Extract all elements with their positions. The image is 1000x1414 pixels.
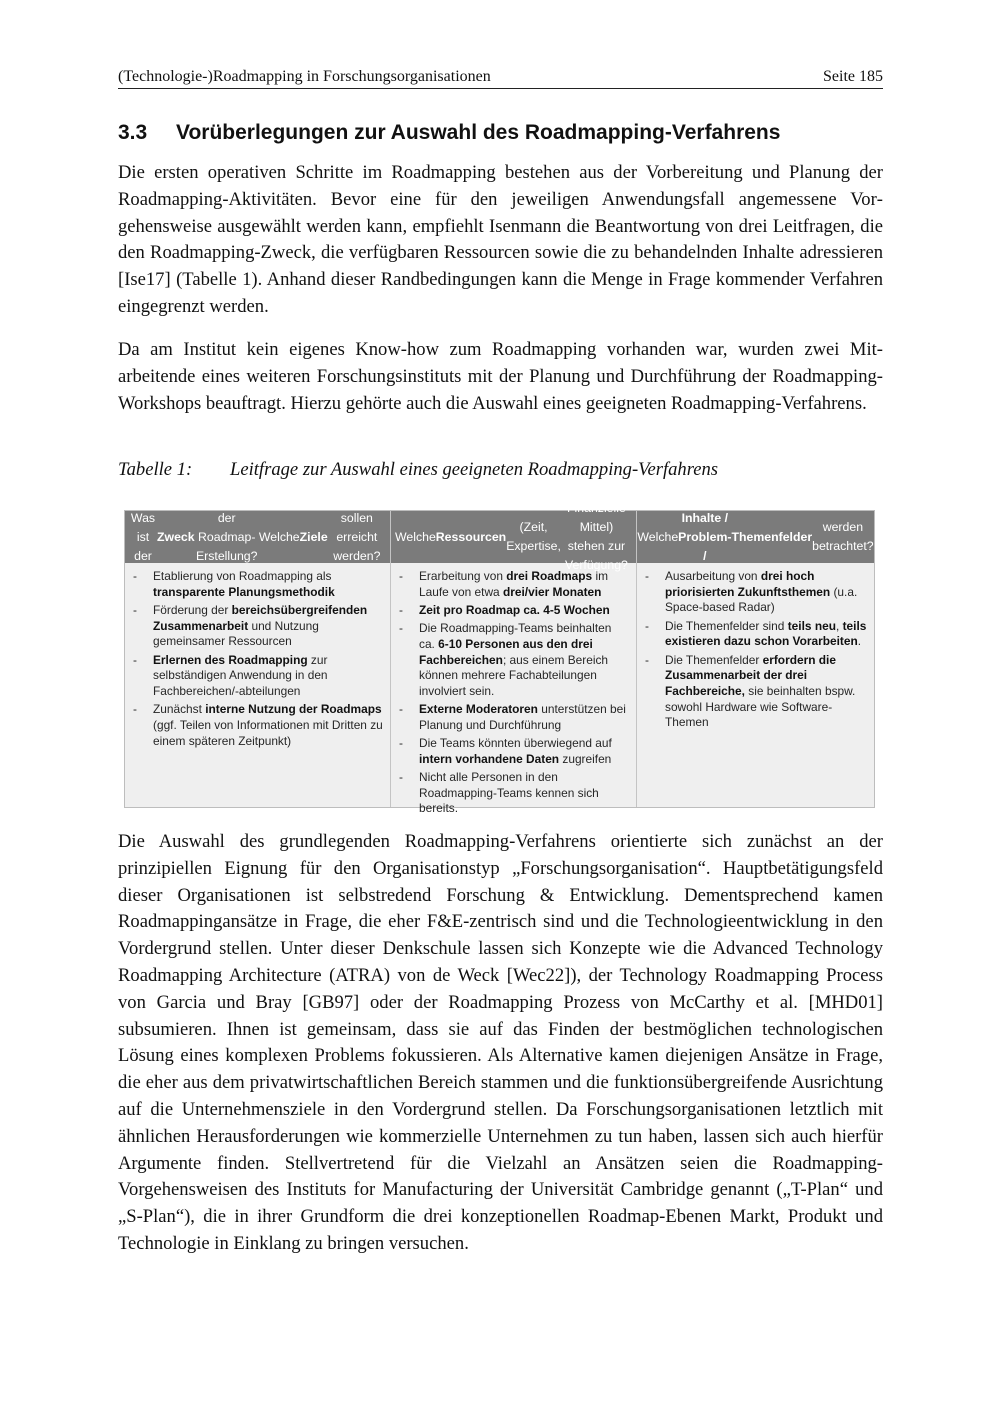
dash-bullet-icon: -: [399, 769, 403, 784]
paragraph-intro: Die ersten operativen Schritte im Roadmapping bestehen aus der Vorbereitung und Planung der Roadmapping-Aktivitäten. Bevor eine für den jeweiligen Anwendungsfall angemessene Vorgehensweise ausgewählt werden kann, empfiehlt Isenmann die Beantwortung von drei Leitfragen, die den Roadmapping-Zweck, die verfügbaren Ressourcen sowie die zu behandelnden Inhalte adressieren [Ise17] (Tabelle 1). Anhand dieser Randbedingungen kann die Menge in Frage kommender Verfahren eingegrenzt werden.: [118, 162, 883, 317]
table-list-item: - Etablierung von Roadmapping als transparente Planungsmethodik: [133, 569, 335, 599]
bold-text: Ziele: [299, 529, 328, 544]
bold-text: 6-10 Personen aus den drei Fachbereichen: [419, 636, 593, 667]
table-list-item: - Nicht alle Personen in den Roadmapping-Teams kennen sich bereits.: [399, 769, 599, 816]
bold-text: Ressourcen: [435, 529, 507, 544]
dash-bullet-icon: -: [645, 652, 649, 667]
bold-text: drei hoch priorisierten Zukunftsthemen: [665, 569, 831, 599]
table-list-item: - Förderung der bereichsübergreifenden Zusammenarbeit und Nutzung gemeinsamer Ressourcen: [133, 602, 368, 649]
dash-bullet-icon: -: [645, 618, 649, 633]
table-column-purpose: [125, 511, 391, 807]
bold-text: Themenfelder: [731, 529, 813, 544]
table-caption-text: Leitfrage zur Auswahl eines geeigneten Roadmapping-Verfahrens: [230, 459, 719, 480]
dash-bullet-icon: -: [399, 702, 403, 717]
bold-text: bereichsübergreifenden Zusammenarbeit: [153, 602, 368, 633]
dash-bullet-icon: -: [645, 569, 649, 583]
running-header: [118, 66, 883, 89]
table-cell-list: [637, 569, 874, 734]
table-list-item: - Die Teams könnten überwiegend auf intern vorhandene Daten zugreifen: [399, 736, 612, 766]
table-list-item: - Erarbeitung von drei Roadmaps im Laufe von etwa drei/vier Monaten: [399, 569, 609, 599]
dash-bullet-icon: -: [399, 569, 403, 583]
running-title: (Technologie-)Roadmapping in Forschungsorganisationen: [118, 68, 491, 85]
table-list-item: - Die Themenfelder sind teils neu, teils existieren dazu schon Vorarbeiten.: [645, 618, 867, 649]
table-list-item: - Erlernen des Roadmapping zur selbständigen Anwendung in den Fachbereichen/-abteilungen: [133, 652, 328, 698]
bold-text: Zweck: [157, 529, 195, 544]
bold-text: Zeit pro Roadmap ca. 4-5 Wochen: [419, 602, 610, 617]
table-column-resources: [391, 501, 637, 816]
table-cell-list: [125, 569, 390, 752]
bold-text: intern vorhandene Daten: [419, 751, 560, 766]
table-header-cell: Welche Inhalte / Problem- / Themenfelder werden betrachtet?: [637, 511, 874, 563]
bold-text: interne Nutzung der Roadmaps: [205, 702, 382, 717]
section-heading: [118, 118, 780, 148]
bold-text: Erlernen des Roadmapping: [153, 652, 308, 667]
table-list-item: - Die Roadmapping-Teams beinhalten ca. 6-10 Personen aus den drei Fachbereichen; aus einem Bereich können mehrere Fachabteilungen involviert sein.: [399, 621, 612, 698]
dash-bullet-icon: -: [133, 652, 137, 667]
page-number: Seite 185: [823, 68, 883, 85]
table-caption-label: Tabelle 1:: [118, 459, 193, 480]
section-number: 3.3: [118, 121, 148, 144]
bold-text: Externe Moderatoren: [419, 702, 538, 717]
bold-text: drei Roadmaps: [506, 569, 593, 583]
table-list-item: - Externe Moderatoren unterstützen bei Planung und Durchführung: [399, 702, 626, 732]
table-header-cell: Welche Ressourcen (Zeit, Expertise, Finanzielle Mittel) stehen zur Verfügung?: [395, 501, 628, 572]
bold-text: teils neu: [787, 618, 836, 633]
dash-bullet-icon: -: [133, 602, 137, 617]
guiding-questions-table: [124, 501, 875, 816]
bold-text: Inhalte / Problem- /: [678, 510, 732, 563]
dash-bullet-icon: -: [133, 702, 137, 717]
paragraph-selection: Die Auswahl des grundlegenden Roadmapping-Verfahrens orientierte sich zunächst an der prinzipiellen Eignung für den Organisationstyp „Forschungsorganisation“. Hauptbetätigungsfeld dieser Organisationen ist selbstredend Forschung & Entwicklung. Dementsprechend kamen Roadmappingansätze in Frage, die eher F&E-zentrisch sind und die Technologieentwicklung in den Vordergrund stellen. Unter dieser Denkschule lassen sich Konzepte wie die Advanced Technology Roadmapping Architecture (ATRA) von de Weck [Wec22]), der Technology Roadmapping Process von Garcia und Bray [GB97] oder der Roadmapping Prozess von McCarthy et al. [MHD01] subsumieren. Ihnen ist gemeinsam, dass sie auf das Finden der bestmöglichen technologischen Lösung eines komplexen Problems fokussieren. Als Alternative kamen diejenigen Ansätze in Frage, die eher aus dem privatwirtschaftlichen Bereich stammen und die funktionsübergreifende Ausrichtung auf die Unternehmensziele in den Vordergrund stellen. Da Forschungsorganisationen letztlich mit ähnlichen Herausforderungen wie kommerzielle Unternehmen zu tun haben, lassen sich auch hierfür Argumente finden. Stellvertretend für die Vielzahl an Ansätzen seien die Roadmapping-Vorgehensweisen des Instituts for Manufacturing der Universität Cambridge genannt („T-Plan“ und „S-Plan“), die in ihrer Grundform die drei konzeptionellen Roadmap-Ebenen Markt, Produkt und Technologie in Einklang zu bringen versuchen.: [118, 831, 883, 1254]
bold-text: transparente Planungsmethodik: [153, 584, 335, 599]
section-title: Vorüberlegungen zur Auswahl des Roadmapping-Verfahrens: [176, 121, 781, 144]
table-list-item: [397, 603, 630, 619]
table-cell-list: [391, 569, 636, 820]
table-column-topics: [637, 511, 874, 807]
table-list-item: - Zunächst interne Nutzung der Roadmaps (ggf. Teilen von Informationen mit Dritten zu einem späteren Zeitpunkt): [133, 702, 383, 748]
dash-bullet-icon: -: [399, 602, 403, 617]
table-header-cell: Was ist der Zweck der Roadmap-Erstellung? Welche Ziele sollen erreicht werden?: [130, 510, 381, 563]
bold-text: drei/vier Monaten: [502, 584, 602, 599]
dash-bullet-icon: -: [399, 621, 403, 636]
dash-bullet-icon: -: [133, 569, 137, 583]
table-caption: [118, 457, 718, 483]
table-list-item: - Die Themenfelder erfordern die Zusammenarbeit der drei Fachbereiche, sie beinhalten bspw. sowohl Hardware wie Software-Themen: [645, 652, 856, 730]
table-list-item: - Ausarbeitung von drei hoch priorisierten Zukunftsthemen (u.a. Space-based Radar): [645, 569, 858, 615]
paragraph-institute: Da am Institut kein eigenes Know-how zum Roadmapping vorhanden war, wurden zwei Mitarbeitende eines weiteren Forschungsinstituts mit der Planung und Durchführung der Roadmapping-Workshops beauftragt. Hierzu gehörte auch die Auswahl eines geeigneten Roadmapping-Verfahrens.: [118, 339, 883, 414]
dash-bullet-icon: -: [399, 736, 403, 751]
bold-text: erfordern die Zusammenarbeit der drei Fachbereiche,: [665, 652, 836, 698]
bold-text: teils existieren dazu schon Vorarbeiten: [665, 618, 867, 649]
